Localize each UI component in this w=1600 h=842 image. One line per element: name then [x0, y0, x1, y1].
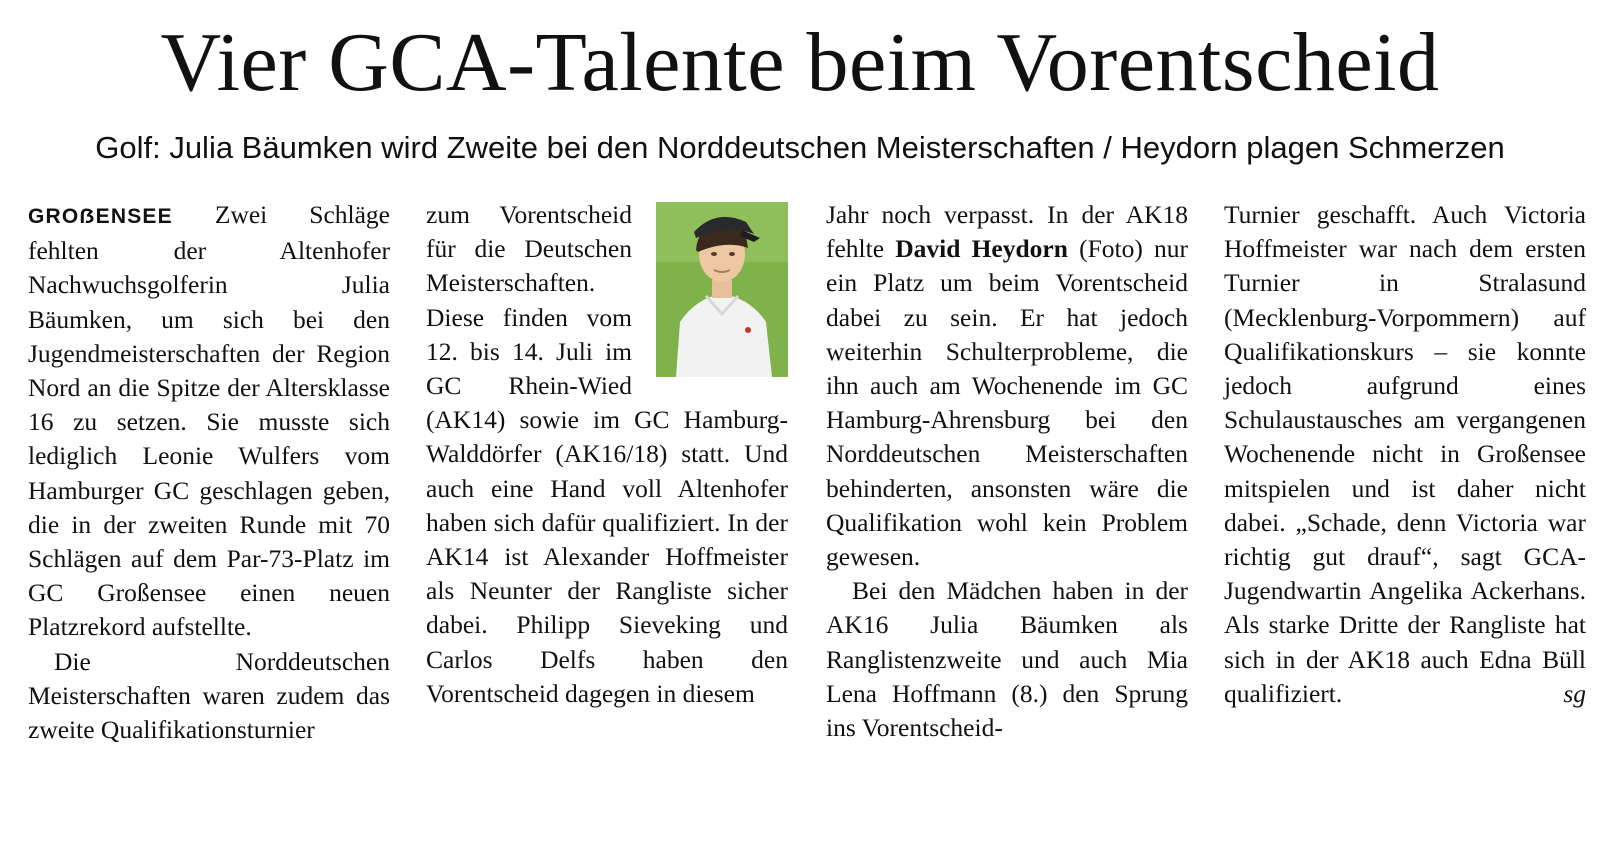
golfer-portrait-image — [656, 202, 788, 377]
player-name-bold: David Heydorn — [895, 234, 1068, 264]
paragraph-2-end-post: (Foto) nur ein Platz um beim Vorentscheid dabei zu sein. Er hat jedoch weiterhin Schulterprobleme, die ihn auch am Wochenende im GC Hamburg-Ahrensburg bei den Norddeutschen Meisterschaften behinderten, ansonsten wäre die Qualifikation wohl kein Problem gewesen. — [826, 234, 1188, 572]
subheadline: Golf: Julia Bäumken wird Zweite bei den Norddeutschen Meisterschaften / Heydorn plagen Schmerzen — [95, 130, 1505, 165]
paragraph-3-start: Bei den Mädchen haben in der AK16 Julia Bäumken als Ranglistenzweite und auch Mia Lena Hoffmann (8.) den Sprung ins Vorentscheid- — [826, 576, 1188, 743]
golfer-photo — [656, 202, 788, 377]
paragraph-2-middle: zum Vorentscheid für die Deutschen Meisterschaften. Diese finden vom 12. bis 14. Juli im GC Rhein-Wied (AK14) sowie im GC Hamburg-Walddörfer (AK16/18) statt. Und auch eine Hand voll Altenhofer haben sich dafür qualifiziert. In der AK14 ist Alexander Hoffmeister als Neunter der Rangliste sicher dabei. Philipp Sieveking und Carlos Delfs haben den Vorentscheid dagegen in diesem — [426, 200, 788, 708]
article-column-2 — [426, 198, 788, 711]
paragraph-3-end-text: Turnier geschafft. Auch Victoria Hoffmeister war nach dem ersten Turnier in Stralasund (Mecklenburg-Vorpommern) auf Qualifikationskurs – sie konnte jedoch aufgrund eines Schulaustausches am vergangenen Wochenende nicht in Großensee mitspielen und ist daher nicht dabei. „Schade, denn Victoria war richtig gut drauf“, sagt GCA-Jugendwartin Angelika Ackerhans. Als starke Dritte der Rangliste hat sich in der AK18 auch Edna Büll qualifiziert. — [1224, 200, 1586, 708]
dateline: GROẞENSEE — [28, 205, 173, 228]
paragraph-1-text: Zwei Schläge fehlten der Altenhofer Nachwuchsgolferin Julia Bäumken, um sich bei den Jugendmeisterschaften der Region Nord an die Spitze der Altersklasse 16 zu setzen. Sie musste sich lediglich Leonie Wulfers vom Hamburger GC geschlagen geben, die in der zweiten Runde mit 70 Schlägen auf dem Par-73-Platz im GC Großensee einen neuen Platzrekord aufstellte. — [28, 200, 390, 642]
paragraph-intro — [28, 198, 390, 645]
article-column-1 — [28, 198, 390, 747]
headline: Vier GCA-Talente beim Vorentscheid — [160, 16, 1440, 109]
article-column-3 — [826, 198, 1188, 745]
author-signature: sg — [1563, 678, 1586, 708]
paragraph-2-start: Die Norddeutschen Meisterschaften waren zudem das zweite Qualifikationsturnier — [28, 646, 390, 745]
article-column-4 — [1224, 198, 1586, 711]
paragraph-3-end — [1224, 198, 1586, 711]
paragraph-2-end-pre: Jahr noch verpasst. In der AK18 fehlte — [826, 200, 1188, 264]
paragraph-2-end — [826, 198, 1188, 574]
